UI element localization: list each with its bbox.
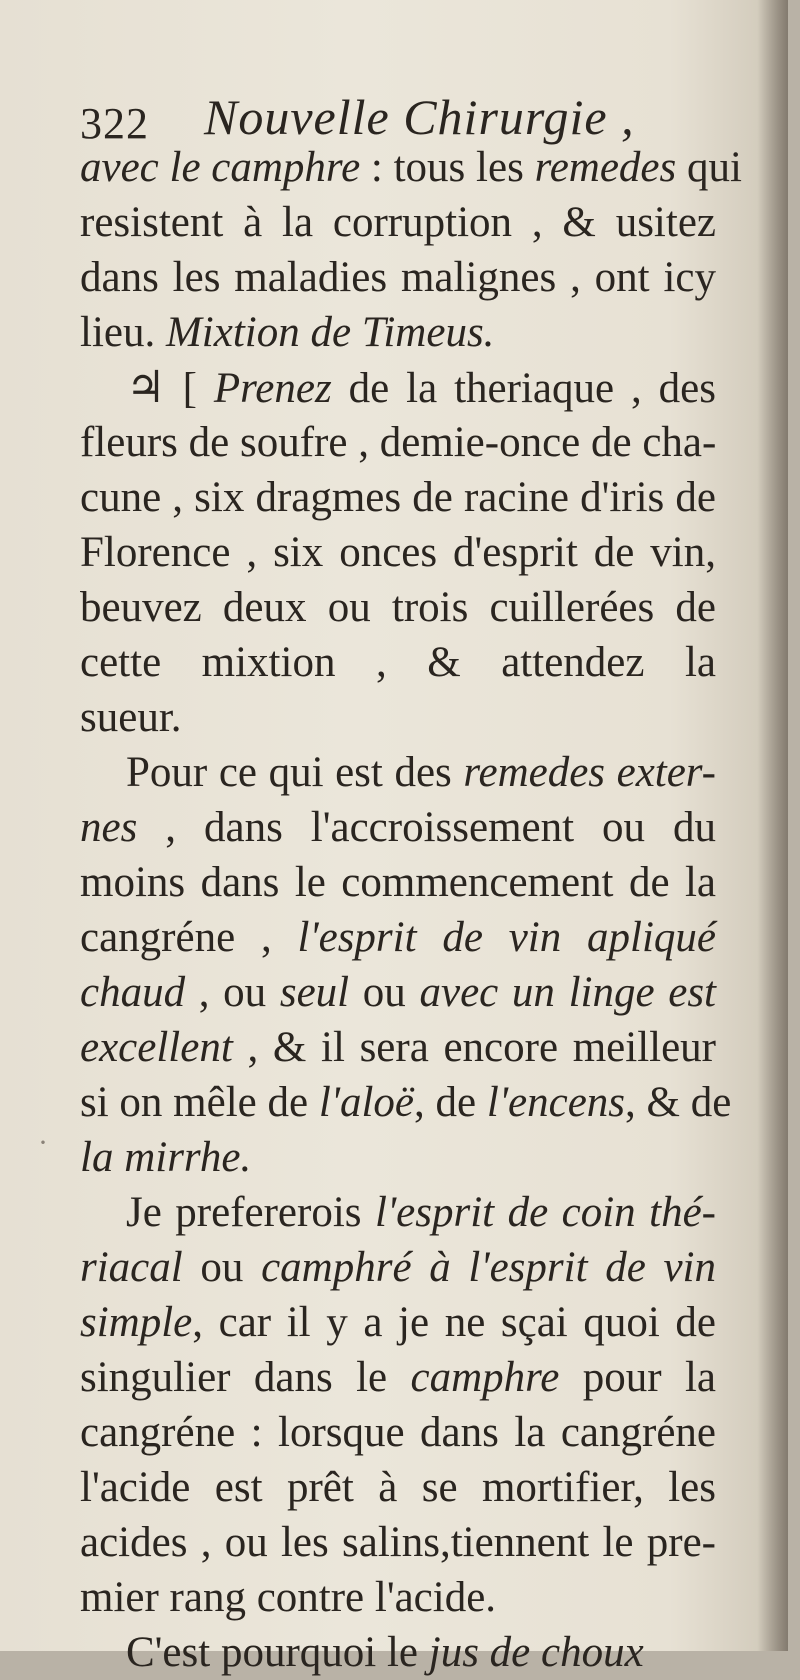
italic-text: nes [80,804,138,851]
text-line [80,910,716,965]
text-run: cune , six dragmes de racine d'iris de [80,474,716,521]
italic-text: l'encens [486,1079,626,1126]
text-line [80,965,716,1020]
text-run: sueur. [80,694,182,741]
text-run: cangréne : lorsque dans la cangréne [80,1409,716,1456]
italic-text: jus de choux [428,1629,644,1676]
text-run: , & de [625,1079,732,1126]
text-run: si on mêle de [80,1079,319,1126]
text-run: moins dans le commencement de la [80,859,716,906]
body-text [80,140,742,1680]
italic-text: riacal [80,1244,183,1291]
text-run: ou [182,1244,262,1291]
text-line [80,745,716,800]
italic-text: l'esprit de coin thé- [375,1189,716,1236]
text-run: : tous les [360,144,535,191]
text-line [80,855,716,910]
text-run: Florence , six onces d'esprit de vin, [80,529,716,576]
paragraph [80,360,716,745]
page-number: 322 [80,99,149,148]
italic-text: remedes [534,144,677,191]
text-line [80,1350,716,1405]
text-run: , & il sera encore meilleur [232,1024,716,1071]
text-run: Je prefererois [126,1189,375,1236]
text-run: dans les maladies malignes , ont icy [80,254,716,301]
text-line [80,1075,732,1130]
text-line [80,195,716,250]
italic-text: seul [279,969,350,1016]
margin-dot: · [38,1126,48,1159]
text-run: fleurs de soufre , demie-once de cha- [80,419,717,466]
text-run: , de [414,1079,487,1126]
astrological-symbol: ♃ [126,363,183,412]
text-run: C'est pourquoi le [126,1629,429,1676]
italic-text: camphre [410,1354,560,1401]
text-line [80,690,716,745]
italic-text: avec le camphre [80,144,361,191]
text-line [80,1570,716,1625]
italic-text: l'aloë [318,1079,415,1126]
text-line [80,1515,716,1570]
italic-text: la mirrhe. [80,1134,252,1181]
text-line [80,1405,716,1460]
text-line [80,360,716,415]
text-line [80,800,716,855]
text-run: beuvez deux ou trois cuillerées de [80,584,716,631]
text-line [80,1460,716,1515]
text-run: mier rang contre l'acide. [80,1574,497,1621]
text-line [80,1625,716,1680]
text-run: [ [182,365,214,412]
text-line [80,525,716,580]
paragraph [80,1625,716,1680]
text-line [80,305,716,360]
text-line [80,580,716,635]
running-title: Nouvelle Chirurgie , [204,89,635,145]
text-run: cangréne , [80,914,298,961]
italic-text: l'esprit de vin apliqué [297,914,716,961]
text-run: singulier dans le [80,1354,411,1401]
italic-text: remedes exter- [463,749,717,796]
italic-text: excellent [80,1024,233,1071]
text-run: l'acide est prêt à se mortifier, les [80,1464,716,1511]
text-line [80,1185,716,1240]
text-run: , ou [185,969,280,1016]
italic-text: simple [80,1299,193,1346]
text-run: , dans l'accroissement ou du [137,804,716,851]
text-run: lieu. [80,309,166,356]
italic-text: camphré à l'esprit de vin [261,1244,716,1291]
text-run: acides , ou les salins,tiennent le pre- [80,1519,716,1566]
text-line [80,140,742,195]
text-run: cette mixtion , & attendez la [80,639,716,686]
text-line [80,1130,716,1185]
text-line [80,250,716,305]
text-run: de la theriaque , des [331,365,716,412]
italic-text: Prenez [213,365,332,412]
paragraph [80,1185,716,1625]
text-run: ou [349,969,420,1016]
paragraph [80,140,742,360]
paragraph [80,745,732,1185]
italic-text: chaud [80,969,186,1016]
text-line [80,1020,716,1075]
text-run: , car il y a je ne sçai quoi de [192,1299,716,1346]
italic-text: avec un linge est [419,969,716,1016]
text-line [80,1295,716,1350]
text-run: resistent à la corruption , & usitez [80,199,716,246]
text-line [80,415,716,470]
text-line [80,635,716,690]
italic-text: Mixtion de Timeus. [165,309,495,356]
text-run: qui [676,144,742,191]
text-line [80,470,716,525]
text-run: pour la [559,1354,716,1401]
text-run: Pour ce qui est des [126,749,464,796]
text-line [80,1240,716,1295]
